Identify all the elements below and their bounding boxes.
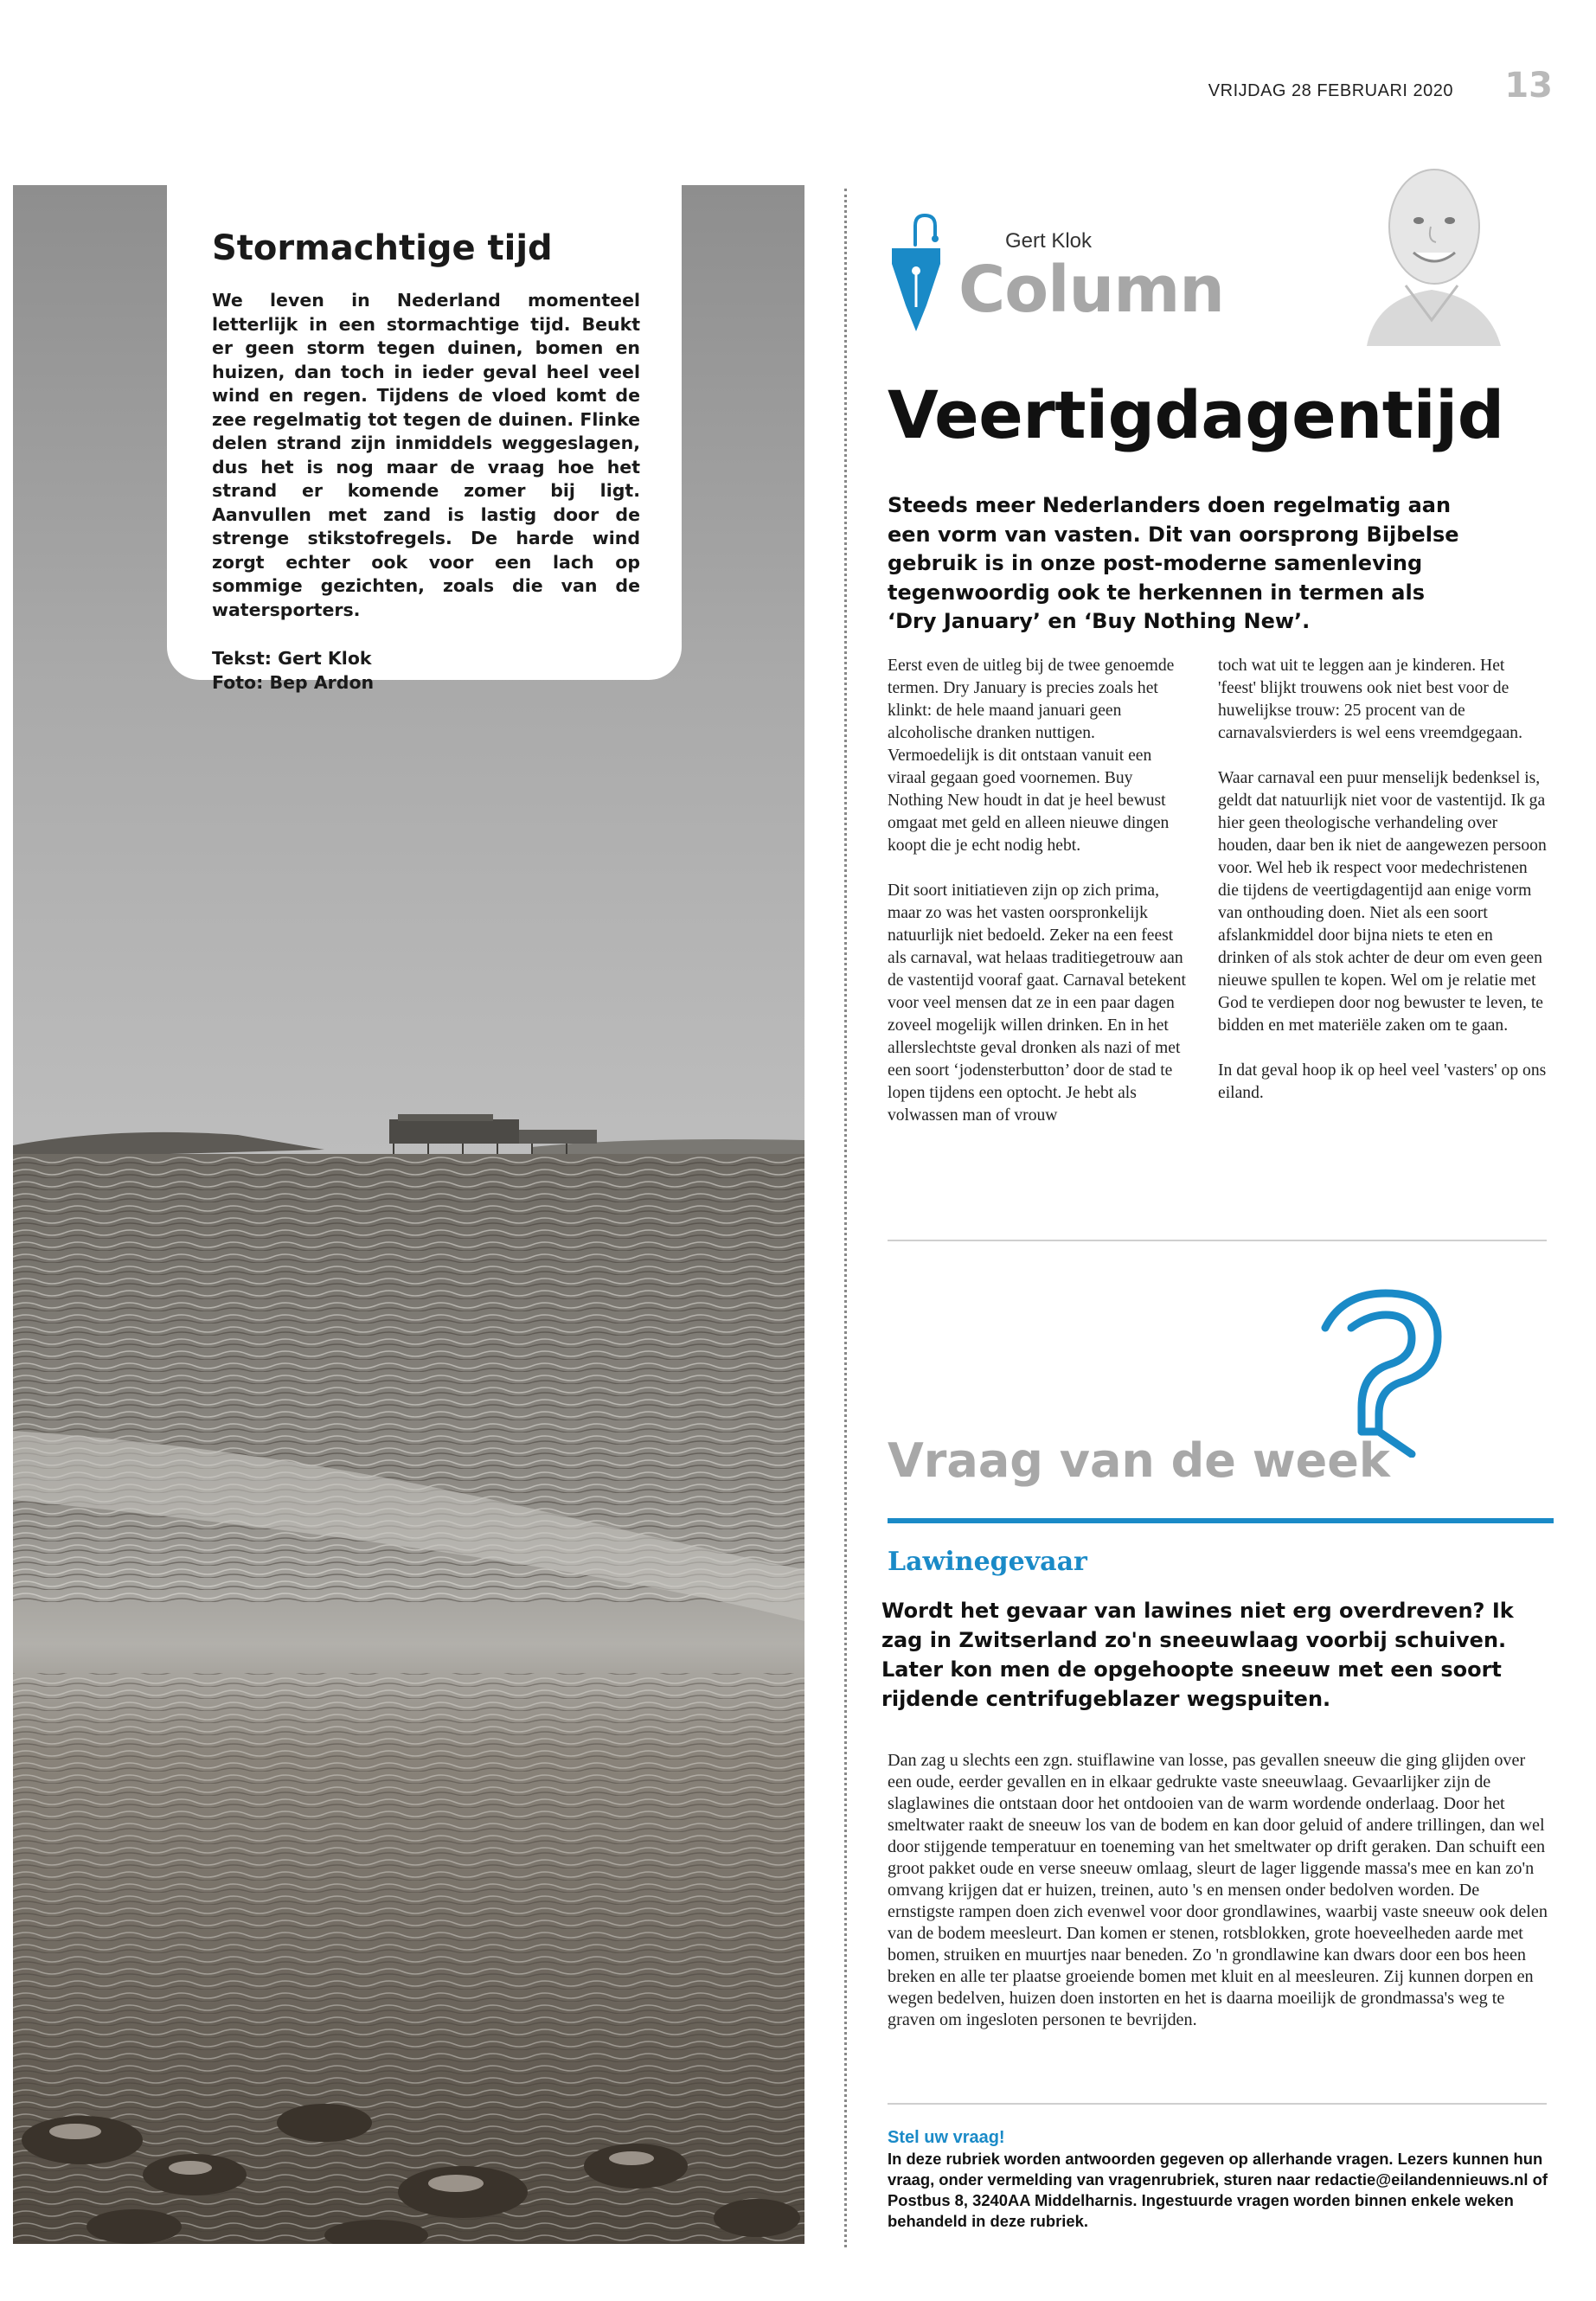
paragraph: In dat geval hoop ik op heel veel 'vasters' op ons eiland. <box>1218 1061 1547 1102</box>
caption-body: We leven in Nederland momenteel letterlijk in een stormachtige tijd. Beukt er geen storm tegen duinen, bomen en huizen, dan toch in ieder geval heel veel wind en regen. Tijdens de vloed komt de zee regelmatig tot tegen de duinen. Flinke delen strand zijn inmiddels weggeslagen, dus het is nog maar de vraag hoe het strand er komende zomer bij ligt. Aanvullen met zand is lastig door de strenge stikstofregels. De harde wind zorgt echter ook voor een lach op sommige gezichten, zoals die van de watersporters. <box>212 290 640 620</box>
photo-caption-box <box>167 185 682 693</box>
author-portrait <box>1358 147 1505 346</box>
section-divider <box>888 2103 1547 2105</box>
credit-photo: Foto: Bep Ardon <box>212 672 375 693</box>
column-kicker: Column <box>958 253 1224 327</box>
caption-title: Stormachtige tijd <box>212 228 553 268</box>
stel-uw-vraag-title: Stel uw vraag! <box>888 2128 1005 2147</box>
column-headline: Veertigdagentijd <box>888 376 1504 453</box>
stel-uw-vraag-body: In deze rubriek worden antwoorden gegeven op allerhande vragen. Lezers kunnen hun vraag, onder vermelding van vragenrubriek, sturen naar redactie@eilandennieuws.nl of Postbus 8, 3240AA Middelharnis. Ingestuurde vragen worden binnen enkele weken behandeld in deze rubriek. <box>888 2150 1548 2230</box>
vraag-question: Wordt het gevaar van lawines niet erg overdreven? Ik zag in Zwitserland zo'n sneeuwlaag voorbij schuiven. Later kon men de opgehoopte sneeuw met een soort rijdende centrifugeblazer wegspuiten. <box>881 1599 1514 1711</box>
column-lead: Steeds meer Nederlanders doen regelmatig aan een vorm van vasten. Dit van oorsprong Bijbelse gebruik is in onze post-moderne samenleving tegenwoordig ook te herkennen in termen als ‘Dry January’ en ‘Buy Nothing New’. <box>888 493 1459 633</box>
column-text-left <box>888 655 1190 1150</box>
column-author: Gert Klok <box>1005 229 1093 253</box>
column-divider <box>844 189 847 2247</box>
vraag-title: Vraag van de week <box>888 1433 1390 1488</box>
vraag-subtitle: Lawinegevaar <box>888 1547 1087 1577</box>
paragraph: Waar carnaval een puur menselijk bedenksel is, geldt dat natuurlijk niet voor de vastentijd. Ik ga hier geen theologische verhandeling over houden, daar ben ik niet de aangewezen persoon voor. Wel heb ik respect voor medechristenen die tijdens de veertigdagentijd aan enige vorm van onthouding doen. Niet als een soort afslankmiddel door bijna niets te eten en drinken of als stok achter de deur om even geen nieuwe spullen te kopen. Wel om je relatie met God te verdiepen door nog bewuster te leven, te bidden en met materiële zaken om te gaan. <box>1218 769 1547 1035</box>
caption-credits <box>212 646 640 695</box>
section-divider <box>888 1240 1547 1241</box>
paragraph: Eerst even de uitleg bij de twee genoemde termen. Dry January is precies zoals het klinkt: de hele maand januari geen alcoholische dranken nuttigen. Vermoedelijk is dit ontstaan vanuit een viraal gegaan goed voornemen. Buy Nothing New houdt in dat je heel bewust omgaat met geld en alleen nieuwe dingen koopt die je echt nodig hebt. <box>888 657 1175 855</box>
page-date: VRIJDAG 28 FEBRUARI 2020 <box>1208 81 1453 100</box>
paragraph: Dit soort initiatieven zijn op zich prima, maar zo was het vasten oorspronkelijk natuurlijk niet bedoeld. Zeker na een feest als carnaval, wat helaas traditiegetrouw aan de vastentijd vooraf gaat. Carnaval betekent voor veel mensen dat ze in een paar dagen zoveel mogelijk willen drinken. En in het allerslechtste geval dronken als nazi of met een soort ‘jodensterbutton’ door de stad te lopen tijdens een optocht. Je hebt als volwassen man of vrouw <box>888 881 1186 1125</box>
column-text-right <box>1218 655 1547 1127</box>
credit-text: Tekst: Gert Klok <box>212 648 372 669</box>
paragraph: toch wat uit te leggen aan je kinderen. Het 'feest' blijkt trouwens ook niet best voor de huwelijkse trouw: 25 procent van de carnavalsvierders is wel eens vreemdgegaan. <box>1218 657 1522 742</box>
vraag-answer: Dan zag u slechts een zgn. stuiflawine van losse, pas gevallen sneeuw die ging glijden over een oude, eerder gevallen en in elkaar gedrukte vaste sneeuwlaag. Gevaarlijker zijn de slaglawines die ontstaan door het ontdooien van de warm wordende onderlaag. Door het smeltwater raakt de sneeuw los van de bodem en kan door geluid of andere trillingen, dan wel door stijgende temperatuur en toeneming van het smeltwater op drift geraken. Dan schuift een groot pakket oude en verse sneeuw omlaag, sleurt de lager liggende massa's mee en kan zo'n omvang krijgen dat er huizen, treinen, auto 's en mensen onder bedolven worden. De ernstigste rampen doen zich evenwel voor door grondlawines, waarbij vaste sneeuw ook delen van de bodem meesleurt. Dan komen er stenen, rotsblokken, grote hoeveelheden aarde met bomen, struiken en muurtjes naar beneden. Zo 'n grondlawine kan dwars door een bos heen breken en alle ter plaatse groeiende bomen met kluit en al meesleuren. Zij kunnen dorpen en wegen bedelven, huizen doen instorten en het is daarna moeilijk de grondmassa's weg te graven om ingesloten personen te bevrijden. <box>888 1751 1548 2029</box>
fountain-pen-icon <box>887 210 947 343</box>
vraag-underline <box>888 1510 1554 1527</box>
page-number: 13 <box>1504 66 1553 106</box>
